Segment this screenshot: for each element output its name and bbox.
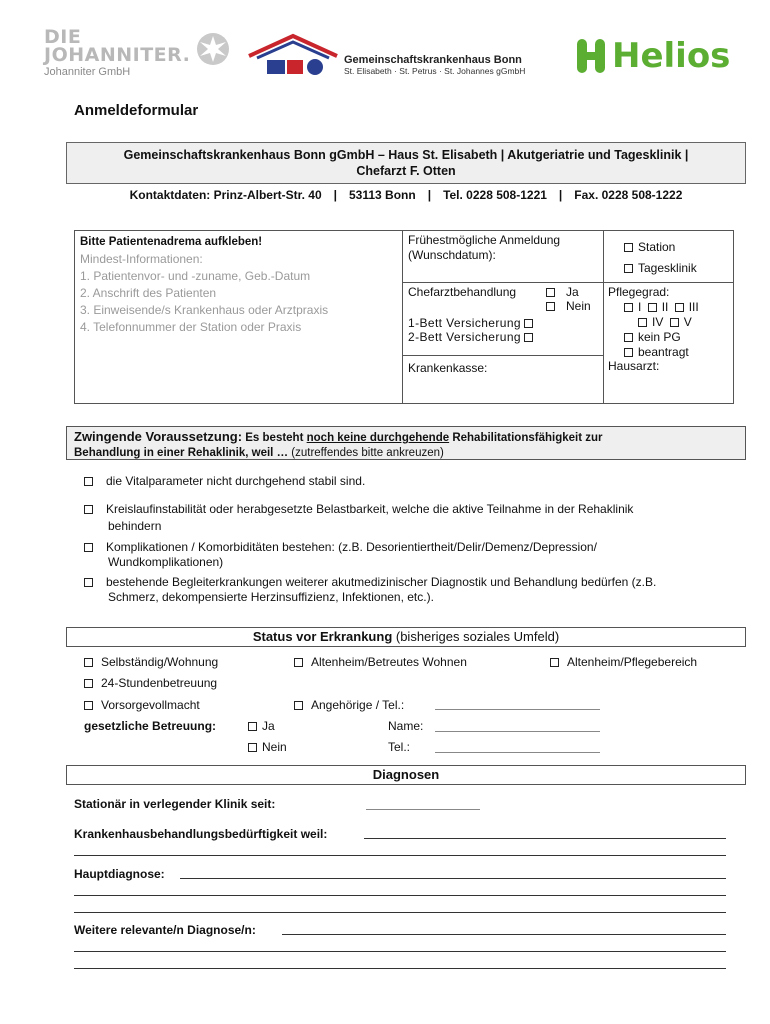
status-angehoerige-label: Angehörige / Tel.: bbox=[311, 698, 405, 712]
prerequisite-item-text: bestehende Begleiterkrankungen weiterer akutmedizinischer Diagnostik und Behandlung bedürfen (z.B. bbox=[106, 575, 657, 589]
hauptdiagnose-input-line2[interactable] bbox=[74, 895, 726, 896]
pg-v-checkbox[interactable] bbox=[670, 318, 679, 327]
contact-tel: Tel. 0228 508-1221 bbox=[443, 188, 547, 202]
pflegegrad-group bbox=[608, 285, 699, 360]
status-altenheim-pflege-label: Altenheim/Pflegebereich bbox=[567, 655, 698, 669]
patient-sticker-heading: Bitte Patientenadrema aufkleben! bbox=[80, 236, 263, 248]
beantragt-label: beantragt bbox=[638, 345, 689, 359]
pflegegrad-label: Pflegegrad: bbox=[608, 285, 670, 299]
prerequisite-line2-rest: (zutreffendes bitte ankreuzen) bbox=[288, 447, 444, 459]
gk-house-icon bbox=[245, 32, 341, 78]
header-title bbox=[66, 147, 746, 179]
prerequisite-line2-bold: Behandlung in einer Rehaklinik, weil … bbox=[74, 447, 289, 459]
prerequisite-item-text-cont: Schmerz, dekompensierte Herzinsuffizienz, Infektionen, etc.). bbox=[108, 590, 434, 604]
kein-pg-checkbox[interactable] bbox=[624, 333, 633, 342]
betreuung-ja-checkbox[interactable] bbox=[248, 722, 257, 731]
weitere-diagnosen-input-line3[interactable] bbox=[74, 968, 726, 969]
betreuung-tel-input[interactable] bbox=[435, 752, 600, 753]
tagesklinik-label: Tagesklinik bbox=[638, 261, 697, 275]
status-altenheim-betreut-option[interactable] bbox=[294, 655, 467, 669]
angehoerige-tel-input[interactable] bbox=[435, 709, 600, 710]
prerequisite-text-a: Es besteht bbox=[242, 432, 307, 444]
chefarzt-nein-label: Nein bbox=[566, 299, 591, 313]
johanniter-logo bbox=[44, 28, 190, 78]
header-line1: Gemeinschaftskrankenhaus Bonn gGmbH – Haus St. Elisabeth | Akutgeriatrie und Tagesklinik | bbox=[123, 148, 689, 162]
prerequisite-text-b: Rehabilitationsfähigkeit zur bbox=[449, 432, 603, 444]
status-vorsorge-label: Vorsorgevollmacht bbox=[101, 698, 200, 712]
contact-sep-2: | bbox=[427, 188, 432, 202]
chefarzt-ja-option[interactable] bbox=[546, 285, 579, 299]
prerequisite-item-2[interactable] bbox=[84, 502, 633, 534]
pg-iii-label: III bbox=[688, 300, 699, 314]
prerequisite-item-1[interactable] bbox=[84, 474, 365, 489]
bedarf-input-line2[interactable] bbox=[74, 855, 726, 856]
chefarzt-label: Chefarztbehandlung bbox=[408, 285, 517, 299]
status-heading-bold: Status vor Erkrankung bbox=[252, 629, 393, 644]
status-header bbox=[66, 627, 746, 647]
bett2-option[interactable] bbox=[408, 330, 538, 344]
kein-pg-label: kein PG bbox=[638, 330, 681, 344]
pg-ii-checkbox[interactable] bbox=[648, 303, 657, 312]
earliest-label-1: Frühestmögliche Anmeldung bbox=[408, 233, 561, 247]
header-contact-row bbox=[66, 183, 746, 206]
prerequisite-item-text: Komplikationen / Komorbiditäten bestehen: (z.B. Desorientiertheit/Delir/Demenz/Depression/ bbox=[106, 540, 597, 554]
prerequisite-item-text-cont: behindern bbox=[108, 519, 162, 533]
chefarzt-nein-option[interactable] bbox=[546, 299, 591, 313]
status-24h-label: 24-Stundenbetreuung bbox=[101, 676, 218, 690]
prerequisite-checkbox[interactable] bbox=[84, 578, 93, 587]
pg-v-label: V bbox=[683, 315, 692, 329]
gk-logo-text bbox=[344, 54, 525, 76]
prerequisite-lead: Zwingende Voraussetzung: bbox=[74, 429, 243, 444]
krankenkasse-field[interactable]: Krankenkasse: bbox=[408, 361, 488, 375]
station-checkbox[interactable] bbox=[624, 243, 633, 252]
prerequisite-checkbox[interactable] bbox=[84, 477, 93, 486]
contact-fax: Fax. 0228 508-1222 bbox=[574, 188, 683, 202]
bett2-label: 2-Bett Versicherung bbox=[408, 330, 521, 344]
earliest-label-2: (Wunschdatum): bbox=[408, 248, 496, 262]
prerequisite-item-3[interactable] bbox=[84, 540, 597, 570]
prerequisite-checkbox[interactable] bbox=[84, 505, 93, 514]
hausarzt-field[interactable]: Hausarzt: bbox=[608, 359, 660, 373]
johanniter-logo-line2: JOHANNITER. bbox=[44, 44, 191, 66]
contact-sep-3: | bbox=[558, 188, 563, 202]
gesetzliche-betreuung-label: gesetzliche Betreuung: bbox=[84, 719, 217, 733]
bett1-option[interactable] bbox=[408, 316, 538, 330]
weitere-diagnosen-input[interactable] bbox=[282, 934, 726, 935]
johanniter-logo-sub: Johanniter GmbH bbox=[44, 66, 131, 78]
prerequisite-item-text: Kreislaufinstabilität oder herabgesetzte Belastbarkeit, welche die aktive Teilnahme in der Rehaklinik bbox=[106, 502, 634, 516]
bedarf-label: Krankenhausbehandlungsbedürftigkeit weil: bbox=[74, 827, 328, 841]
hauptdiagnose-input-line3[interactable] bbox=[74, 912, 726, 913]
betreuung-nein-label: Nein bbox=[262, 740, 287, 754]
status-heading-rest: (bisheriges soziales Umfeld) bbox=[392, 629, 560, 644]
status-vorsorge-option[interactable] bbox=[84, 698, 200, 712]
form-title: Anmeldeformular bbox=[74, 102, 199, 119]
prerequisite-checkbox[interactable] bbox=[84, 543, 93, 552]
station-label: Station bbox=[638, 240, 676, 254]
beantragt-checkbox[interactable] bbox=[624, 348, 633, 357]
prerequisite-text bbox=[74, 429, 602, 461]
weitere-diagnosen-input-line2[interactable] bbox=[74, 951, 726, 952]
status-altenheim-pflege-checkbox[interactable] bbox=[550, 658, 559, 667]
prerequisite-text-underlined: noch keine durchgehende bbox=[306, 432, 450, 444]
contact-sep-1: | bbox=[333, 188, 337, 202]
status-selbst-label: Selbständig/Wohnung bbox=[101, 655, 219, 669]
patient-sticker-item: Mindest-Informationen: bbox=[80, 252, 203, 266]
patient-sticker-item: 1. Patientenvor- und -zuname, Geb.-Datum bbox=[80, 269, 311, 283]
prerequisite-item-4[interactable] bbox=[84, 575, 656, 605]
status-angehoerige-option[interactable] bbox=[294, 698, 404, 712]
header-line2: Chefarzt F. Otten bbox=[356, 164, 456, 178]
bett1-label: 1-Bett Versicherung bbox=[408, 316, 521, 330]
status-altenheim-pflege-option[interactable] bbox=[550, 655, 697, 669]
tagesklinik-checkbox[interactable] bbox=[624, 264, 633, 273]
status-selbst-checkbox[interactable] bbox=[84, 658, 93, 667]
diagnosen-header: Diagnosen bbox=[66, 765, 746, 785]
betreuung-ja-label: Ja bbox=[262, 719, 275, 733]
status-24h-checkbox[interactable] bbox=[84, 679, 93, 688]
chefarzt-nein-checkbox[interactable] bbox=[546, 302, 555, 311]
stationaer-input[interactable] bbox=[366, 809, 480, 810]
prerequisite-item-text: die Vitalparameter nicht durchgehend stabil sind. bbox=[106, 474, 366, 488]
prerequisite-item-text-cont: Wundkomplikationen) bbox=[108, 555, 224, 569]
gk-logo-sub: St. Elisabeth · St. Petrus · St. Johannes gGmbH bbox=[344, 66, 526, 76]
patient-sticker-item: 4. Telefonnummer der Station oder Praxis bbox=[80, 320, 302, 334]
chefarzt-ja-label: Ja bbox=[566, 285, 579, 299]
status-angehoerige-checkbox[interactable] bbox=[294, 701, 303, 710]
pg-iii-checkbox[interactable] bbox=[675, 303, 684, 312]
pg-i-checkbox[interactable] bbox=[624, 303, 633, 312]
johanniter-logo-line1: DIE bbox=[44, 26, 82, 48]
earliest-date-field[interactable] bbox=[408, 233, 560, 263]
helios-logo-icon bbox=[576, 36, 606, 76]
patient-sticker-item: 2. Anschrift des Patienten bbox=[80, 286, 217, 300]
status-selbst-option[interactable] bbox=[84, 655, 218, 669]
patient-sticker-item: 3. Einweisende/s Krankenhaus oder Arztpraxis bbox=[80, 303, 329, 317]
weitere-diagnosen-label: Weitere relevante/n Diagnose/n: bbox=[74, 923, 256, 937]
johanniter-cross-icon bbox=[196, 32, 230, 66]
hauptdiagnose-label: Hauptdiagnose: bbox=[74, 867, 165, 881]
pg-i-label: I bbox=[638, 300, 642, 314]
betreuung-ja-option[interactable] bbox=[248, 719, 275, 733]
status-altenheim-betreut-label: Altenheim/Betreutes Wohnen bbox=[311, 655, 467, 669]
bett2-checkbox[interactable] bbox=[524, 333, 533, 342]
gk-logo-name: Gemeinschaftskrankenhaus Bonn bbox=[344, 54, 522, 66]
stationaer-label: Stationär in verlegender Klinik seit: bbox=[74, 797, 276, 811]
contact-address: Kontaktdaten: Prinz-Albert-Str. 40 bbox=[129, 188, 322, 202]
pg-ii-label: II bbox=[661, 300, 669, 314]
patient-sticker-area[interactable] bbox=[80, 234, 398, 336]
bedarf-input[interactable] bbox=[364, 838, 726, 839]
betreuung-name-label: Name: bbox=[388, 719, 424, 733]
contact-city: 53113 Bonn bbox=[349, 188, 416, 202]
betreuung-tel-label: Tel.: bbox=[388, 740, 411, 754]
betreuung-nein-checkbox[interactable] bbox=[248, 743, 257, 752]
hauptdiagnose-input[interactable] bbox=[180, 878, 726, 879]
pg-iv-label: IV bbox=[652, 315, 664, 329]
tagesklinik-option[interactable] bbox=[624, 261, 697, 275]
betreuung-nein-option[interactable] bbox=[248, 740, 287, 754]
station-option[interactable] bbox=[624, 240, 675, 254]
bett1-checkbox[interactable] bbox=[524, 319, 533, 328]
status-altenheim-betreut-checkbox[interactable] bbox=[294, 658, 303, 667]
status-vorsorge-checkbox[interactable] bbox=[84, 701, 93, 710]
pg-iv-checkbox[interactable] bbox=[638, 318, 647, 327]
helios-logo-text: Helios bbox=[612, 36, 731, 76]
status-24h-option[interactable] bbox=[84, 676, 217, 690]
betreuung-name-input[interactable] bbox=[435, 731, 600, 732]
chefarzt-ja-checkbox[interactable] bbox=[546, 288, 555, 297]
